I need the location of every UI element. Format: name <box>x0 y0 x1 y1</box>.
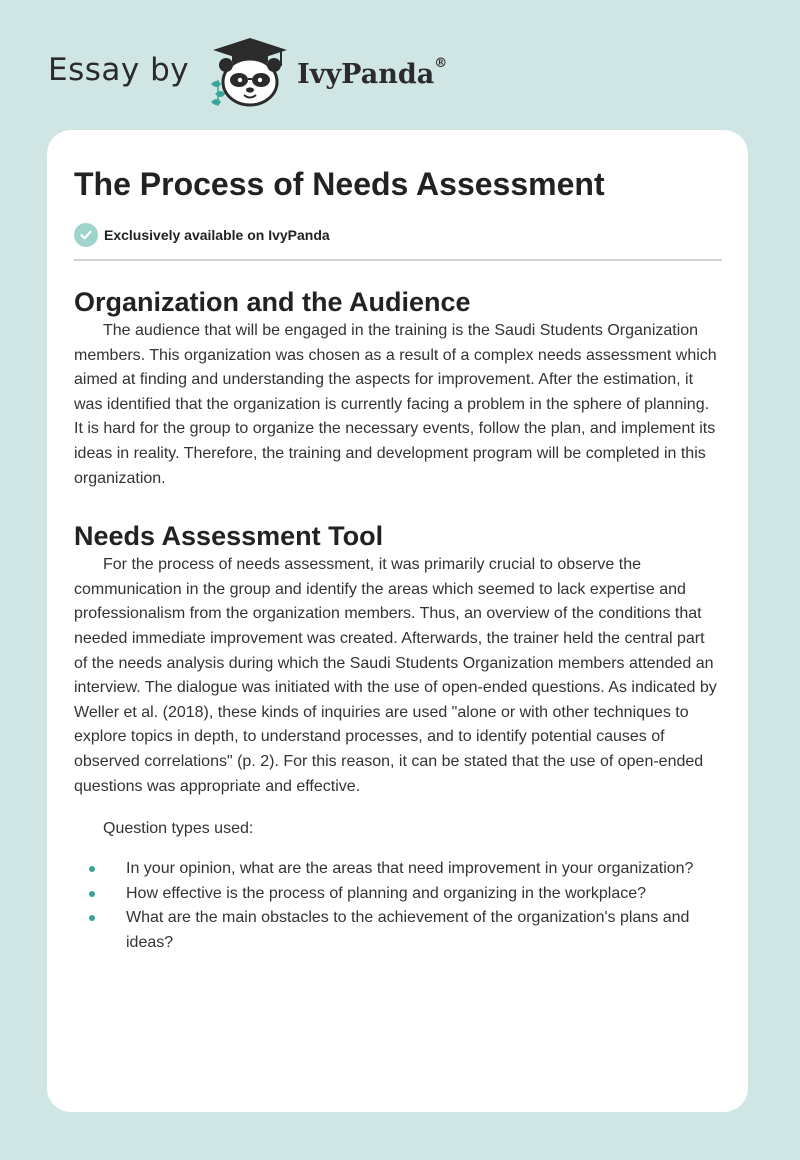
check-circle-icon <box>74 223 98 247</box>
brand-name[interactable]: IvyPanda® <box>297 55 448 90</box>
exclusive-badge <box>74 222 722 248</box>
question-text: What are the main obstacles to the achievement of the organization's plans and ideas? <box>126 909 690 951</box>
section-heading-organization: Organization and the Audience <box>74 287 471 317</box>
list-item <box>74 857 722 882</box>
list-item <box>74 906 722 955</box>
registered-mark: ® <box>434 55 448 71</box>
bullet-icon <box>89 866 95 872</box>
question-types-label: Question types used: <box>103 820 254 838</box>
bullet-icon <box>89 891 95 897</box>
bullet-icon <box>89 915 95 921</box>
question-list <box>74 857 722 955</box>
section-paragraph-tool: For the process of needs assessment, it was primarily crucial to observe the communication in the group and identify the areas which seemed to lack expertise and professionalism from the organization members. Thus, an overview of the conditions that needed immediate improvement was created. Afterwards, the trainer held the central part of the needs analysis during which the Saudi Students Organization members attended an interview. The dialogue was initiated with the use of open-ended questions. As indicated by Weller et al. (2018), these kinds of inquiries are used "alone or with other techniques to explore topics in depth, to understand processes, and to identify potential causes of observed correlations" (p. 2). For this reason, it can be stated that the use of open-ended questions was appropriate and effective. <box>74 556 717 795</box>
exclusive-label: Exclusively available on IvyPanda <box>104 227 330 243</box>
essay-by-label: Essay by <box>48 52 190 88</box>
list-item <box>74 882 722 907</box>
question-text: In your opinion, what are the areas that need improvement in your organization? <box>126 860 694 878</box>
essay-card <box>47 130 748 1112</box>
panda-graduate-logo-icon[interactable] <box>207 36 293 108</box>
section-heading-tool: Needs Assessment Tool <box>74 521 384 552</box>
divider <box>74 259 722 261</box>
site-header <box>48 36 447 108</box>
page-title: The Process of Needs Assessment <box>74 166 605 202</box>
section-paragraph-organization: The audience that will be engaged in the training is the Saudi Students Organization members. This organization was chosen as a result of a complex needs assessment which aimed at finding and understanding the aspects for improvement. After the estimation, it was identified that the organization is currently facing a problem in the sphere of planning. It is hard for the group to organize the necessary events, follow the plan, and implement its ideas in reality. Therefore, the training and development program will be completed in this organization. <box>74 322 717 487</box>
question-text: How effective is the process of planning and organizing in the workplace? <box>126 884 647 902</box>
